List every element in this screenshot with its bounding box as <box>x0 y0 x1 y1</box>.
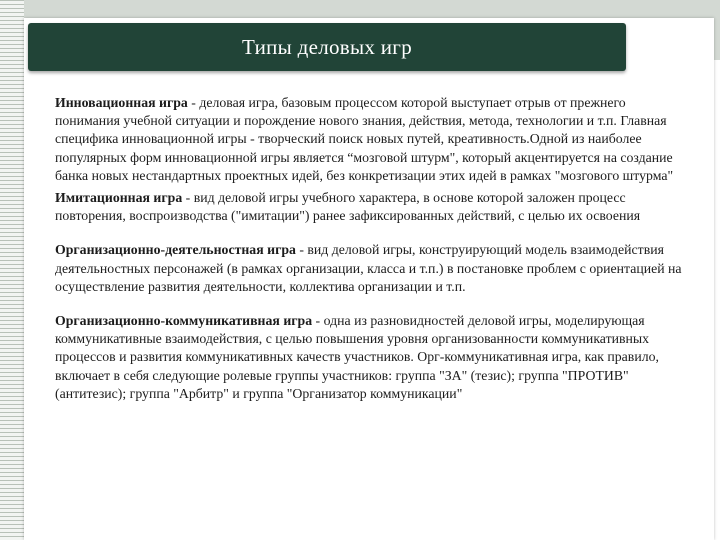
title-bar <box>28 23 626 71</box>
page-title: Типы деловых игр <box>241 34 413 59</box>
paragraph-org-communicative-game <box>55 312 683 403</box>
paragraph-imitation-game <box>55 189 683 225</box>
term-org-communicative-game: Организационно-коммуникативная игра <box>55 313 313 329</box>
definition-imitation-game: - вид деловой игры учебного характера, в основе которой заложен процесс повторения, воспроизводства ("имитации") ранее зафиксированных действий, с целью их освоения <box>55 190 641 224</box>
term-innovation-game: Инновационная игра <box>55 95 188 110</box>
background-left-stripe <box>0 0 24 540</box>
paragraph-org-activity-game <box>55 241 683 296</box>
definition-org-activity-game: - вид деловой игры, конструирующий модель взаимодействия деятельностных персонажей (в рамках организации, класса и т.п.) в постановке проблем с ориентацией на осуществление развития деятельности, коллектива организации и т.п. <box>55 242 682 294</box>
paragraph-innovation-game <box>55 94 683 185</box>
definition-innovation-game: - деловая игра, базовым процессом которой выступает отрыв от прежнего понимания учебной ситуации и порождение нового знания, действия, метода, технологии и т.п. Главная специфика инновационной игры - творческий поиск новых путей, креативность.Одной из наиболее популярных форм инновационной игры является “мозговой штурм", который акцентируется на создание банка новых нестандартных проектных идей, без конкретизации этих идей в рамках "мозгового штурма" <box>55 95 674 183</box>
term-imitation-game: Имитационная игра <box>55 190 183 206</box>
content-area <box>55 94 683 403</box>
definition-org-communicative-game: - одна из разновидностей деловой игры, моделирующая коммуникативные взаимодействия, с целью повышения уровня организованности коммуникативных процессов и развития коммуникативных качеств участников. Орг-коммуникативная игра, как правило, включает в себя следующие ролевые группы участников: группа "ЗА" (тезис); группа "ПРОТИВ" (антитезис); группа "Арбитр" и группа "Организатор коммуникации" <box>55 313 659 401</box>
term-org-activity-game: Организационно-деятельностная игра <box>55 242 296 258</box>
